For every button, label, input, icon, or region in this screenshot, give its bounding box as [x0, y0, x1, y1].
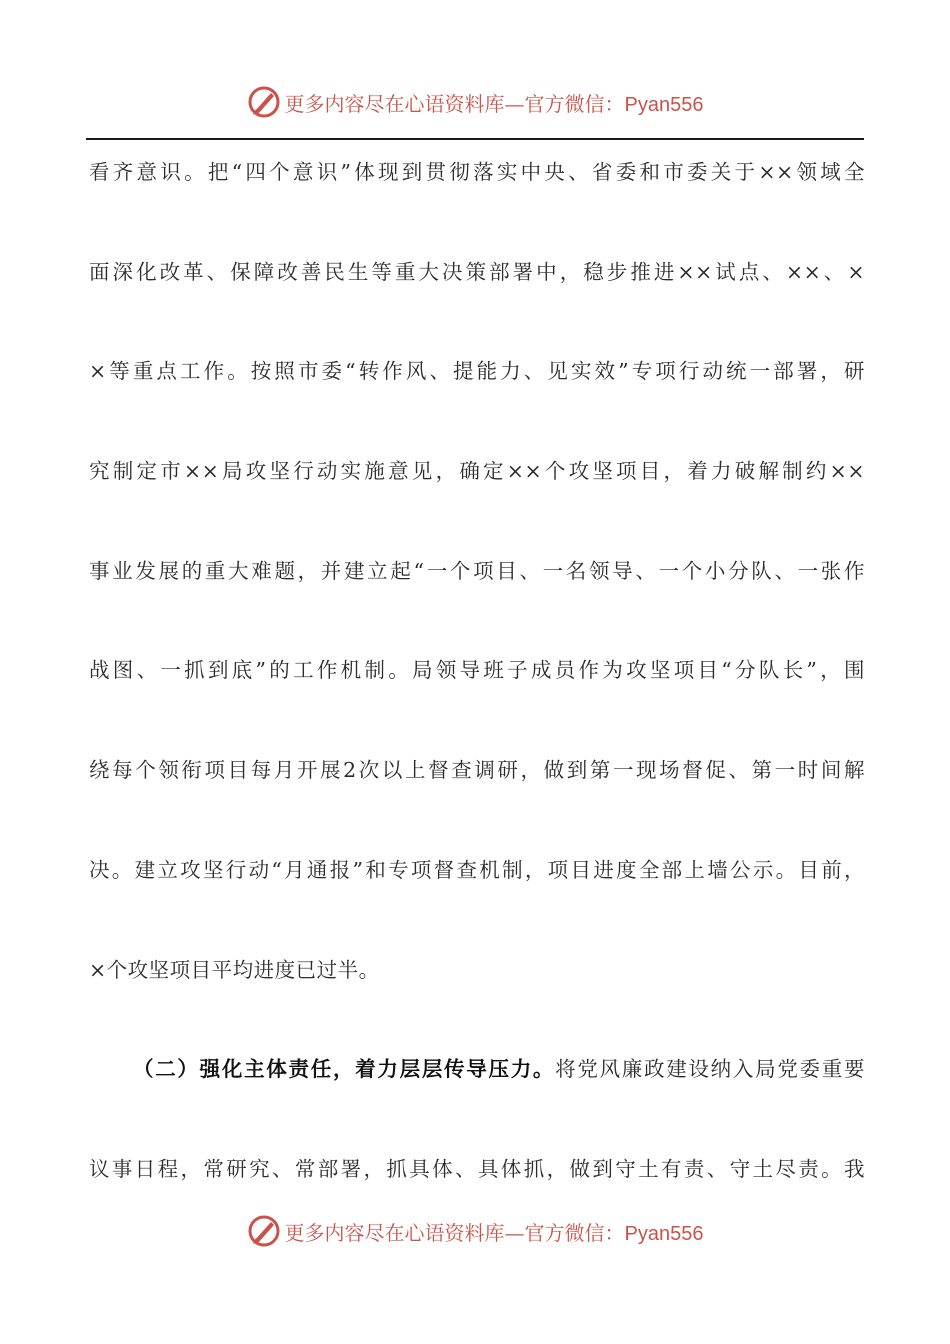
paragraph-line: ×等重点工作。按照市委“转作风、提能力、见实效”专项行动统一部署，研 [89, 359, 865, 384]
wechat-id: Pyan556 [624, 1222, 704, 1245]
paragraph-line: 决。建立攻坚行动“月通报”和专项督查机制，项目进度全部上墙公示。目前， [89, 857, 865, 882]
paragraph-line: 事业发展的重大难题，并建立起“一个项目、一名领导、一个小分队、一张作 [89, 558, 865, 583]
banner-text: 更多内容尽在心语资料库—官方微信： [284, 1220, 625, 1245]
header-divider [86, 138, 864, 140]
page-header-banner [0, 84, 950, 120]
paragraph-line: 究制定市××局攻坚行动实施意见，确定××个攻坚项目，着力破解制约×× [89, 459, 865, 484]
page-footer-banner [0, 1213, 950, 1249]
paragraph-line: 面深化改革、保障改善民生等重大决策部署中，稳步推进××试点、××、× [89, 259, 865, 284]
banner-text: 更多内容尽在心语资料库—官方微信： [284, 91, 625, 116]
wechat-id: Pyan556 [624, 93, 704, 116]
paragraph-line: 议事日程，常研究、常部署，抓具体、具体抓，做到守土有责、守土尽责。我 [89, 1156, 865, 1181]
document-body [89, 150, 865, 1247]
paragraph-line: 看齐意识。把“四个意识”体现到贯彻落实中央、省委和市委关于××领域全 [89, 160, 865, 184]
pen-seal-logo-icon [247, 85, 281, 119]
paragraph-line: 战图、一抓到底”的工作机制。局领导班子成员作为攻坚项目“分队长”，围 [89, 658, 865, 683]
section-heading: （二）强化主体责任，着力层层传导压力。 [133, 1057, 556, 1082]
paragraph-text: 将党风廉政建设纳入局党委重要 [555, 1057, 865, 1082]
paragraph-line: ×个攻坚项目平均进度已过半。 [89, 957, 380, 982]
paragraph-line: 绕每个领衔项目每月开展2次以上督查调研，做到第一现场督促、第一时间解 [89, 758, 865, 783]
pen-seal-logo-icon [247, 1214, 281, 1248]
section-heading-line [89, 1047, 865, 1147]
